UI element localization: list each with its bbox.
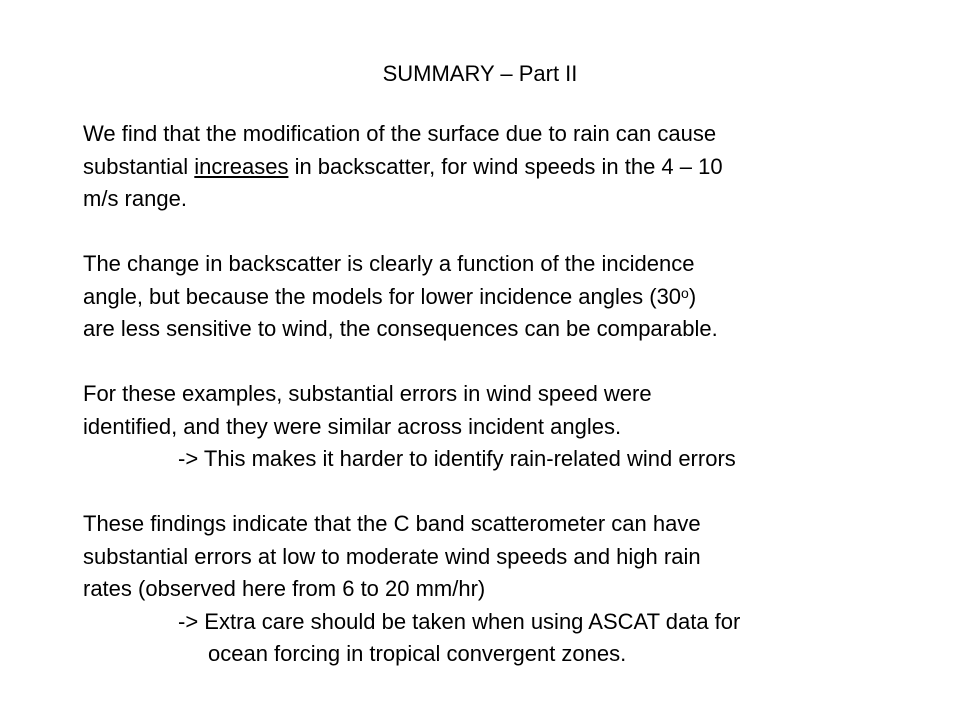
paragraph-2-line-2-post: ) <box>688 283 697 309</box>
paragraph-2-line-2-pre: angle, but because the models for lower incidence angles (30 <box>83 283 682 309</box>
slide-body <box>83 118 943 703</box>
degree-superscript: o <box>681 284 689 301</box>
slide-title: SUMMARY – Part II <box>382 61 578 86</box>
paragraph-1-line-2-pre: substantial <box>83 153 195 179</box>
paragraph-3-line-1: For these examples, substantial errors in wind speed were <box>83 381 652 406</box>
paragraph-2-line-3: are less sensitive to wind, the consequences can be comparable. <box>83 316 718 341</box>
paragraph-2-line-2 <box>83 281 943 314</box>
paragraph-3-line-2: identified, and they were similar across incident angles. <box>83 413 622 439</box>
paragraph-4-arrow-note-continued: ocean forcing in tropical convergent zones. <box>208 641 627 666</box>
paragraph-3-arrow-note: -> This makes it harder to identify rain-related wind errors <box>178 446 736 471</box>
paragraph-1-line-2-post: in backscatter, for wind speeds in the 4 – 10 <box>288 153 723 179</box>
paragraph-1-line-2 <box>83 151 943 184</box>
paragraph-2-line-1: The change in backscatter is clearly a function of the incidence <box>83 251 695 276</box>
paragraph-1-line-3: m/s range. <box>83 186 187 211</box>
paragraph-4 <box>83 508 943 671</box>
paragraph-4-arrow-note: -> Extra care should be taken when using ASCAT data for <box>178 608 741 634</box>
underlined-word-increases: increases <box>194 153 289 179</box>
paragraph-4-line-1: These findings indicate that the C band scatterometer can have <box>83 511 701 536</box>
paragraph-1-line-1: We find that the modification of the surface due to rain can cause <box>83 121 717 146</box>
paragraph-1 <box>83 118 943 216</box>
paragraph-3 <box>83 378 943 476</box>
paragraph-4-line-2: substantial errors at low to moderate wind speeds and high rain <box>83 543 701 569</box>
paragraph-2 <box>83 248 943 346</box>
paragraph-4-line-3: rates (observed here from 6 to 20 mm/hr) <box>83 576 486 601</box>
